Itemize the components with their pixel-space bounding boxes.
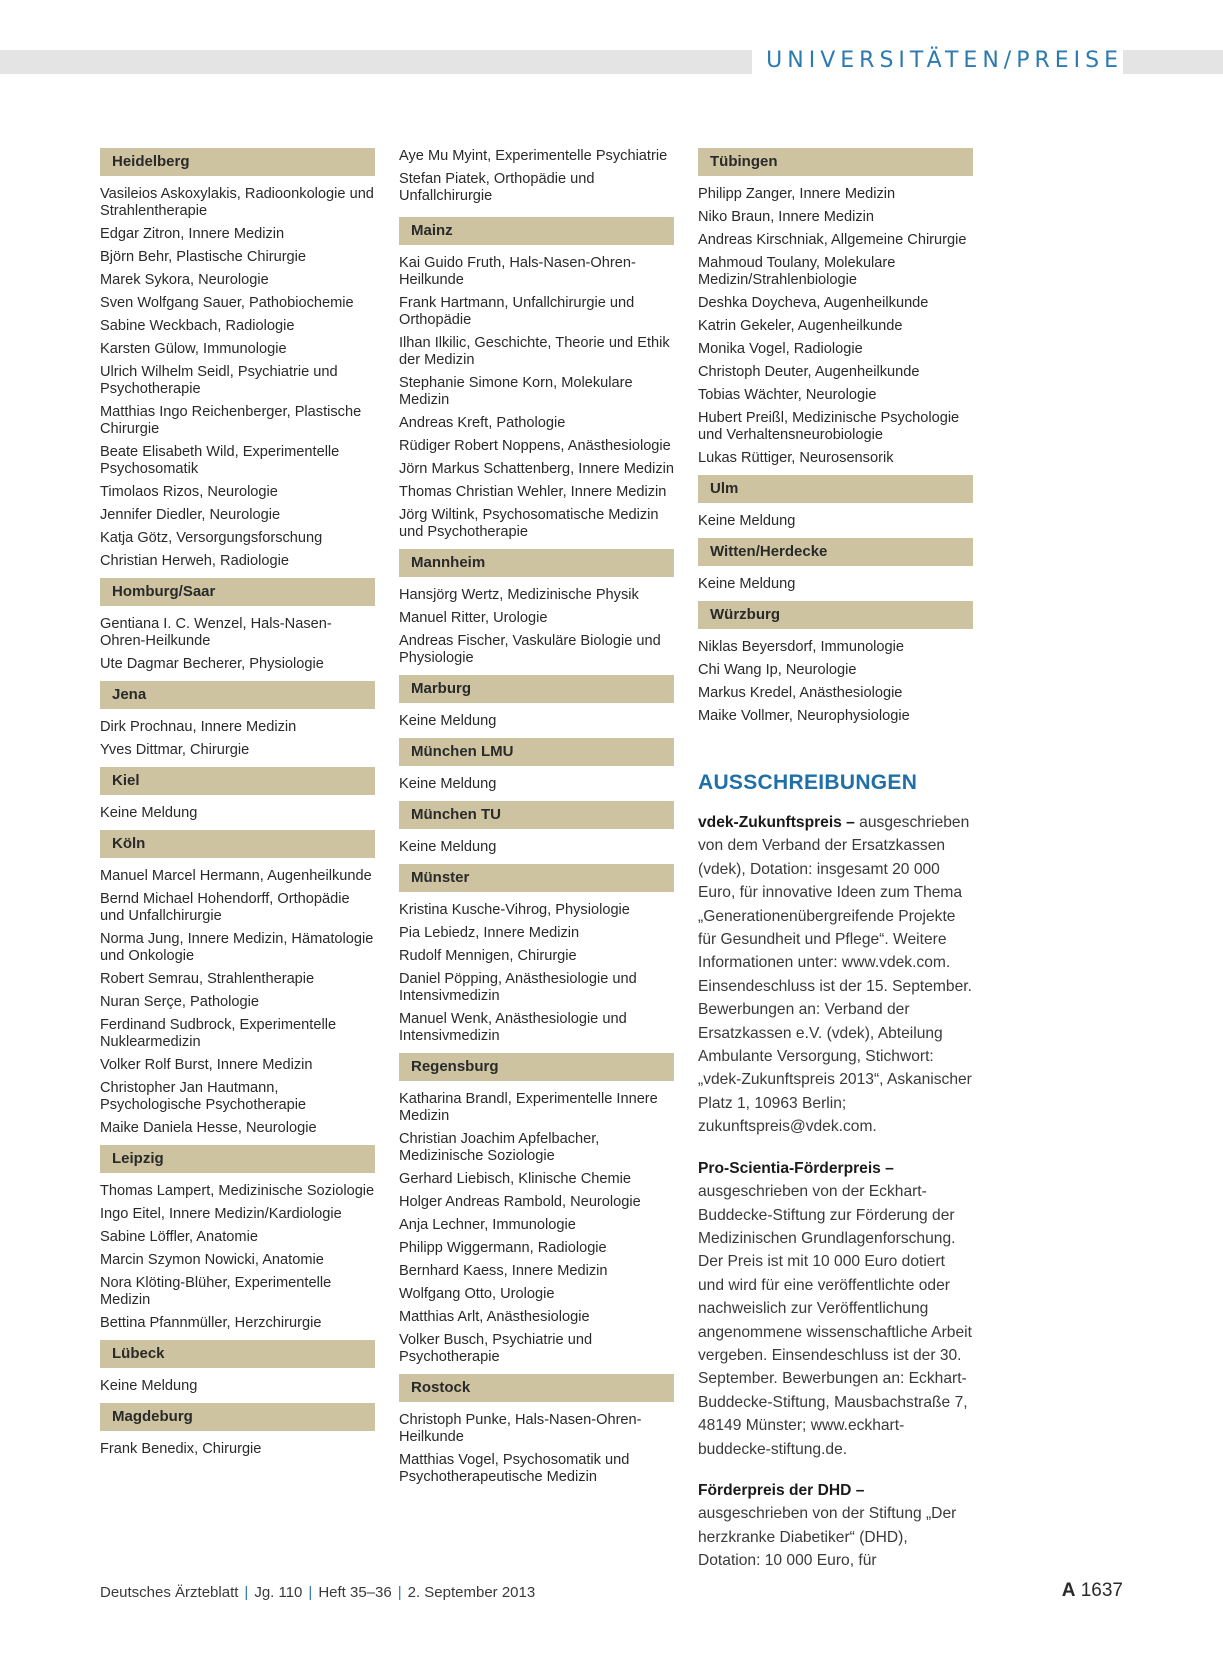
- list-item: Gerhard Liebisch, Klinische Chemie: [399, 1171, 631, 1187]
- column-3: [698, 148, 973, 1591]
- entry-list: [399, 577, 674, 667]
- award-text: ausgeschrieben von der Stiftung „Der herzkranke Diabetiker“ (DHD), Dotation: 10 000 Euro, für: [698, 1505, 957, 1570]
- section-label: UNIVERSITÄTEN/PREISE: [752, 44, 1123, 78]
- list-item: Norma Jung, Innere Medizin, Hämatologie und Onkologie: [100, 931, 374, 964]
- entry-list: [100, 858, 375, 1137]
- entry-list: [399, 766, 674, 793]
- list-item: Sabine Weckbach, Radiologie: [100, 318, 295, 334]
- list-item: Christoph Punke, Hals-Nasen-Ohren-Heilkunde: [399, 1412, 642, 1445]
- list-item: Jennifer Diedler, Neurologie: [100, 507, 281, 523]
- list-item: Sven Wolfgang Sauer, Pathobiochemie: [100, 295, 354, 311]
- list-item: Pia Lebiedz, Innere Medizin: [399, 925, 580, 941]
- entry-list: [399, 245, 674, 541]
- city-section: [399, 1374, 674, 1486]
- list-item: Markus Kredel, Anästhesiologie: [698, 685, 903, 701]
- list-item: Gentiana I. C. Wenzel, Hals-Nasen-Ohren-Heilkunde: [100, 616, 332, 649]
- list-item: Keine Meldung: [698, 513, 796, 529]
- list-item: Manuel Marcel Hermann, Augenheilkunde: [100, 868, 372, 884]
- entry-list: [399, 703, 674, 730]
- column-2-lead: [399, 148, 674, 205]
- list-item: Wolfgang Otto, Urologie: [399, 1286, 555, 1302]
- list-item: Stefan Piatek, Orthopädie und Unfallchirurgie: [399, 171, 595, 204]
- list-item: Lukas Rüttiger, Neurosensorik: [698, 450, 894, 466]
- list-item: Katrin Gekeler, Augenheilkunde: [698, 318, 903, 334]
- list-item: Hansjörg Wertz, Medizinische Physik: [399, 587, 639, 603]
- list-item: Rüdiger Robert Noppens, Anästhesiologie: [399, 438, 671, 454]
- list-item: Ferdinand Sudbrock, Experimentelle Nuklearmedizin: [100, 1017, 337, 1050]
- award-title: Förderpreis der DHD –: [698, 1481, 865, 1499]
- entry-list: [698, 176, 973, 467]
- list-item: Katja Götz, Versorgungsforschung: [100, 530, 323, 546]
- city-header: Mainz: [399, 217, 674, 245]
- city-header: Regensburg: [399, 1053, 674, 1081]
- entry-list: [100, 1173, 375, 1332]
- list-item: Marek Sykora, Neurologie: [100, 272, 269, 288]
- city-header: Ulm: [698, 475, 973, 503]
- list-item: Yves Dittmar, Chirurgie: [100, 742, 250, 758]
- date: 2. September 2013: [407, 1584, 536, 1601]
- city-header: Heidelberg: [100, 148, 375, 176]
- list-item: Edgar Zitron, Innere Medizin: [100, 226, 285, 242]
- list-item: Robert Semrau, Strahlentherapie: [100, 971, 315, 987]
- list-item: Björn Behr, Plastische Chirurgie: [100, 249, 307, 265]
- list-item: Mahmoud Toulany, Molekulare Medizin/Strahlenbiologie: [698, 255, 896, 288]
- ausschreibungen-heading: AUSSCHREIBUNGEN: [698, 771, 918, 794]
- list-item: Kristina Kusche-Vihrog, Physiologie: [399, 902, 630, 918]
- city-header: Marburg: [399, 675, 674, 703]
- city-section: [698, 601, 973, 725]
- list-item: Matthias Vogel, Psychosomatik und Psychotherapeutische Medizin: [399, 1452, 630, 1485]
- list-item: Deshka Doycheva, Augenheilkunde: [698, 295, 929, 311]
- list-item: Dirk Prochnau, Innere Medizin: [100, 719, 297, 735]
- list-item: Rudolf Mennigen, Chirurgie: [399, 948, 577, 964]
- list-item: Maike Vollmer, Neurophysiologie: [698, 708, 910, 724]
- list-item: Christoph Deuter, Augenheilkunde: [698, 364, 920, 380]
- city-header: Rostock: [399, 1374, 674, 1402]
- entry-list: [698, 629, 973, 725]
- list-item: Thomas Lampert, Medizinische Soziologie: [100, 1183, 375, 1199]
- list-item: Andreas Kirschniak, Allgemeine Chirurgie: [698, 232, 967, 248]
- city-section: [399, 738, 674, 793]
- city-section: [698, 538, 973, 593]
- city-header: Münster: [399, 864, 674, 892]
- page-letter: A: [1061, 1580, 1076, 1601]
- list-item: Keine Meldung: [399, 713, 497, 729]
- city-section: [399, 864, 674, 1045]
- city-header: Homburg/Saar: [100, 578, 375, 606]
- list-item: Jörn Markus Schattenberg, Innere Medizin: [399, 461, 674, 477]
- list-item: Monika Vogel, Radiologie: [698, 341, 863, 357]
- list-item: Beate Elisabeth Wild, Experimentelle Psychosomatik: [100, 444, 340, 477]
- entry-list: [100, 1368, 375, 1395]
- city-section: [100, 1340, 375, 1395]
- city-section: [100, 830, 375, 1137]
- list-item: Bernhard Kaess, Innere Medizin: [399, 1263, 608, 1279]
- list-item: Ute Dagmar Becherer, Physiologie: [100, 656, 324, 672]
- entry-list: [100, 709, 375, 759]
- city-header: Witten/Herdecke: [698, 538, 973, 566]
- city-section: [100, 1403, 375, 1458]
- city-section: [100, 578, 375, 673]
- list-item: Manuel Ritter, Urologie: [399, 610, 548, 626]
- list-item: Matthias Arlt, Anästhesiologie: [399, 1309, 590, 1325]
- page-number-value: 1637: [1080, 1580, 1123, 1601]
- list-item: Frank Hartmann, Unfallchirurgie und Orthopädie: [399, 295, 635, 328]
- list-item: Daniel Pöpping, Anästhesiologie und Intensivmedizin: [399, 971, 637, 1004]
- list-item: Keine Meldung: [698, 576, 796, 592]
- list-item: Tobias Wächter, Neurologie: [698, 387, 877, 403]
- city-header: Köln: [100, 830, 375, 858]
- list-item: Keine Meldung: [100, 805, 198, 821]
- list-item: Frank Benedix, Chirurgie: [100, 1441, 262, 1457]
- city-section: [399, 675, 674, 730]
- city-section: [698, 475, 973, 530]
- list-item: Nuran Serçe, Pathologie: [100, 994, 260, 1010]
- list-item: Philipp Wiggermann, Radiologie: [399, 1240, 607, 1256]
- list-item: Christian Herweh, Radiologie: [100, 553, 289, 569]
- entry-list: [100, 1431, 375, 1458]
- list-item: Bettina Pfannmüller, Herzchirurgie: [100, 1315, 322, 1331]
- city-section: [399, 1053, 674, 1366]
- entry-list: [399, 1081, 674, 1366]
- city-section: [399, 801, 674, 856]
- award-title: vdek-Zukunftspreis –: [698, 814, 855, 831]
- list-item: Niko Braun, Innere Medizin: [698, 209, 875, 225]
- list-item: Karsten Gülow, Immunologie: [100, 341, 287, 357]
- list-item: Bernd Michael Hohendorff, Orthopädie und Unfallchirurgie: [100, 891, 350, 924]
- entry-list: [399, 1402, 674, 1486]
- list-item: Ulrich Wilhelm Seidl, Psychiatrie und Psychotherapie: [100, 364, 338, 397]
- list-item: Ilhan Ilkilic, Geschichte, Theorie und Ethik der Medizin: [399, 335, 670, 368]
- list-item: Christopher Jan Hautmann, Psychologische Psychotherapie: [100, 1080, 307, 1113]
- list-item: Chi Wang Ip, Neurologie: [698, 662, 857, 678]
- entry-list: [100, 795, 375, 822]
- separator: |: [397, 1584, 402, 1601]
- list-item: Marcin Szymon Nowicki, Anatomie: [100, 1252, 324, 1268]
- list-item: Thomas Christian Wehler, Innere Medizin: [399, 484, 667, 500]
- city-header: Leipzig: [100, 1145, 375, 1173]
- city-header: Kiel: [100, 767, 375, 795]
- city-section: [100, 681, 375, 759]
- city-section: [100, 767, 375, 822]
- award-title: Pro-Scientia-Förderpreis –: [698, 1159, 894, 1177]
- entry-list: [698, 503, 973, 530]
- list-item: Philipp Zanger, Innere Medizin: [698, 186, 896, 202]
- list-item: Keine Meldung: [100, 1378, 198, 1394]
- list-item: Keine Meldung: [399, 839, 497, 855]
- entry-list: [399, 892, 674, 1045]
- city-header: Lübeck: [100, 1340, 375, 1368]
- separator: |: [308, 1584, 313, 1601]
- ausschreibungen-list: [698, 811, 973, 1573]
- list-item: Manuel Wenk, Anästhesiologie und Intensivmedizin: [399, 1011, 627, 1044]
- list-item: Timolaos Rizos, Neurologie: [100, 484, 278, 500]
- list-item: Jörg Wiltink, Psychosomatische Medizin und Psychotherapie: [399, 507, 659, 540]
- list-item: Christian Joachim Apfelbacher, Medizinische Soziologie: [399, 1131, 600, 1164]
- city-header: Tübingen: [698, 148, 973, 176]
- list-item: Aye Mu Myint, Experimentelle Psychiatrie: [399, 148, 668, 164]
- entry-list: [399, 829, 674, 856]
- list-item: Matthias Ingo Reichenberger, Plastische Chirurgie: [100, 404, 362, 437]
- list-item: Vasileios Askoxylakis, Radioonkologie und Strahlentherapie: [100, 186, 374, 219]
- list-item: Hubert Preißl, Medizinische Psychologie und Verhaltensneurobiologie: [698, 410, 960, 443]
- list-item: Andreas Kreft, Pathologie: [399, 415, 566, 431]
- city-header: Jena: [100, 681, 375, 709]
- city-header: München LMU: [399, 738, 674, 766]
- list-item: Kai Guido Fruth, Hals-Nasen-Ohren-Heilkunde: [399, 255, 636, 288]
- city-header: Mannheim: [399, 549, 674, 577]
- award-text: ausgeschrieben von der Eckhart-Buddecke-Stiftung zur Förderung der Medizinischen Grundlagenforschung. Der Preis ist mit 10 000 Euro dotiert und wird für eine veröffentlichte oder nachweislich zur Veröffentlichung angenommene wissenschaftliche Arbeit vergeben. Einsendeschluss ist der 30. September. Bewerbungen an: Eckhart-Buddecke-Stiftung, Mausbachstraße 7, 48149 Münster; www.eckhart-buddecke-stiftung.de.: [698, 1183, 972, 1458]
- award-announcement: [698, 1157, 973, 1461]
- list-item: Niklas Beyersdorf, Immunologie: [698, 639, 905, 655]
- list-item: Anja Lechner, Immunologie: [399, 1217, 576, 1233]
- list-item: Keine Meldung: [399, 776, 497, 792]
- award-announcement: [698, 1479, 973, 1573]
- column-1: [100, 148, 375, 1466]
- list-item: Stephanie Simone Korn, Molekulare Medizin: [399, 375, 633, 408]
- entry-list: [698, 566, 973, 593]
- column-2: [399, 148, 674, 1494]
- list-item: Ingo Eitel, Innere Medizin/Kardiologie: [100, 1206, 342, 1222]
- list-item: Sabine Löffler, Anatomie: [100, 1229, 258, 1245]
- city-header: München TU: [399, 801, 674, 829]
- city-section: [399, 549, 674, 667]
- list-item: Volker Busch, Psychiatrie und Psychotherapie: [399, 1332, 593, 1365]
- entry-list: [100, 606, 375, 673]
- list-item: Nora Klöting-Blüher, Experimentelle Medizin: [100, 1275, 332, 1308]
- city-header: Würzburg: [698, 601, 973, 629]
- list-item: Maike Daniela Hesse, Neurologie: [100, 1120, 317, 1136]
- city-header: Magdeburg: [100, 1403, 375, 1431]
- city-section: [100, 148, 375, 570]
- list-item: Holger Andreas Rambold, Neurologie: [399, 1194, 641, 1210]
- volume: Jg. 110: [254, 1584, 303, 1601]
- journal-name: Deutsches Ärzteblatt: [100, 1584, 239, 1601]
- separator: |: [244, 1584, 249, 1601]
- entry-list: [100, 176, 375, 570]
- list-item: Volker Rolf Burst, Innere Medizin: [100, 1057, 313, 1073]
- award-announcement: [698, 811, 973, 1139]
- list-item: Katharina Brandl, Experimentelle Innere Medizin: [399, 1091, 658, 1124]
- issue: Heft 35–36: [318, 1584, 392, 1601]
- footer: [100, 1584, 1123, 1601]
- city-section: [698, 148, 973, 467]
- list-item: Andreas Fischer, Vaskuläre Biologie und Physiologie: [399, 633, 661, 666]
- city-section: [399, 217, 674, 541]
- page-number: [1062, 1580, 1123, 1602]
- award-text: ausgeschrieben von dem Verband der Ersatzkassen (vdek), Dotation: insgesamt 20 000 Euro, für innovative Ideen zum Thema „Generationenübergreifende Projekte für Gesundheit und Pflege“. Weitere Informationen unter: www.vdek.com. Einsendeschluss ist der 15. September. Bewerbungen an: Verband der Ersatzkassen e.V. (vdek), Abteilung Ambulante Versorgung, Stichwort: „vdek-Zukunftspreis 2013“, Askanischer Platz 1, 10963 Berlin; zukunftspreis@vdek.com.: [698, 814, 972, 1136]
- city-section: [100, 1145, 375, 1332]
